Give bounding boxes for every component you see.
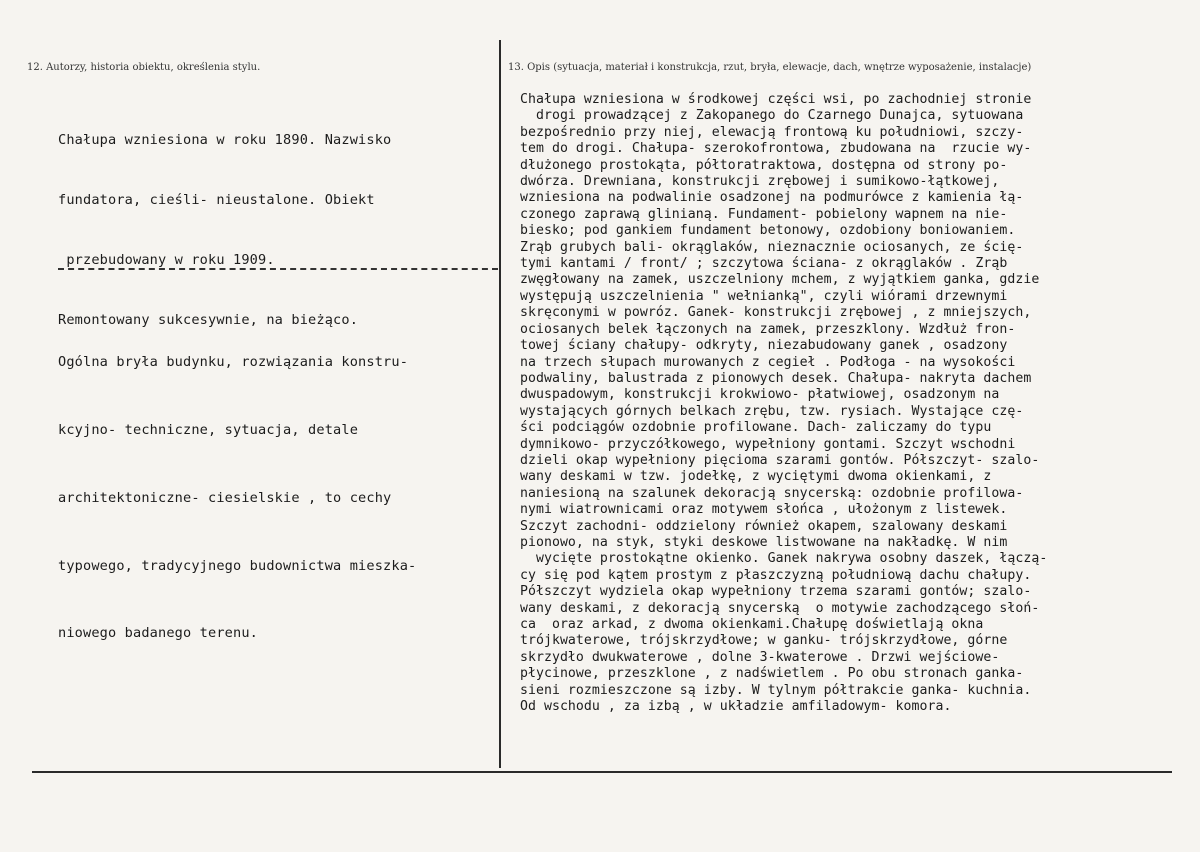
text-line: wystających górnych belkach zrębu, tzw. rysiach. Wystające czę- bbox=[520, 403, 1024, 419]
text-line: towej ściany chałupy- odkryty, niezabudowany ganek , osadzony bbox=[520, 338, 1008, 354]
text-line: przebudowany w roku 1909. bbox=[58, 252, 275, 268]
text-line: dwuspadowym, konstrukcji krokwiowo- płatwiowej, osadzonym na bbox=[520, 387, 1000, 403]
text-line: Od wschodu , za izbą , w układzie amfiladowym- komora. bbox=[520, 699, 952, 715]
bottom-rule bbox=[32, 771, 1172, 773]
style-text bbox=[58, 306, 416, 690]
text-line: sieni rozmieszczone są izby. W tylnym półtrakcie ganka- kuchnia. bbox=[520, 682, 1032, 698]
section-13-heading: 13. Opis (sytuacja, materiał i konstrukcja, rzut, bryła, elewacje, dach, wnętrze wyposażenie, instalacje) bbox=[508, 62, 1032, 73]
text-line: kcyjno- techniczne, sytuacja, detale bbox=[58, 421, 359, 438]
text-line: tymi kantami / front/ ; szczytowa ściana- z okrąglaków . Zrąb bbox=[520, 256, 1008, 272]
text-line: niowego badanego terenu. bbox=[58, 625, 259, 642]
text-line: wany deskami w tzw. jodełkę, z wyciętymi dwoma okienkami, z bbox=[520, 469, 992, 485]
text-line: naniesioną na szalunek dekoracją snycerską: ozdobnie profilowa- bbox=[520, 485, 1024, 501]
section-12-heading: 12. Autorzy, historia obiektu, określenia stylu. bbox=[27, 62, 261, 73]
text-line: Szczyt zachodni- oddzielony również okapem, szalowany deskami bbox=[520, 518, 1008, 534]
text-line: dłużonego prostokąta, półtoratraktowa, dostępna od strony po- bbox=[520, 157, 1008, 173]
text-line: na trzech słupach murowanych z cegieł . Podłoga - na wysokości bbox=[520, 354, 1016, 370]
text-line: trójkwaterowe, trójskrzydłowe; w ganku- trójskrzydłowe, górne bbox=[520, 633, 1008, 649]
text-line: dwórza. Drewniana, konstrukcji zrębowej i sumikowo-łątkowej, bbox=[520, 174, 1000, 190]
text-line: dzieli okap wypełniony pięcioma szarami gontów. Półszczyt- szalo- bbox=[520, 452, 1040, 468]
text-line: fundatora, cieśli- nieustalone. Obiekt bbox=[58, 192, 375, 208]
text-line: Chałupa wzniesiona w środkowej części wsi, po zachodniej stronie bbox=[520, 92, 1032, 107]
text-line: skręconymi w powróz. Ganek- konstrukcji zrębowej , z mniejszych, bbox=[520, 305, 1032, 321]
text-line: występują uszczelnienia " wełnianką", czyli wiórami drzewnymi bbox=[520, 288, 1008, 304]
text-line: typowego, tradycyjnego budownictwa mieszka- bbox=[58, 557, 417, 574]
column-divider bbox=[499, 40, 501, 768]
text-line: drogi prowadzącej z Zakopanego do Czarnego Dunajca, sytuowana bbox=[520, 108, 1024, 124]
text-line: Chałupa wzniesiona w roku 1890. Nazwisko bbox=[58, 132, 392, 148]
text-line: Zrąb grubych bali- okrąglaków, nieznacznie ociosanych, ze ścię- bbox=[520, 239, 1024, 255]
text-line: bezpośrednio przy niej, elewacją frontową ku południowi, szczy- bbox=[520, 124, 1024, 140]
description-text bbox=[520, 92, 1047, 715]
text-line: biesko; pod gankiem fundament betonowy, ozdobiony boniowaniem. bbox=[520, 223, 1016, 239]
text-line: czonego zaprawą glinianą. Fundament- pobielony wapnem na nie- bbox=[520, 206, 1008, 222]
text-line: zwęgłowany na zamek, uszczelniony mchem, z wyjątkiem ganka, gdzie bbox=[520, 272, 1040, 288]
text-line: architektoniczne- ciesielskie , to cechy bbox=[58, 489, 392, 506]
text-line: ociosanych belek łączonych na zamek, przeszklony. Wzdłuż fron- bbox=[520, 321, 1016, 337]
text-line: pionowo, na styk, styki deskowe listwowane na nakładkę. W nim bbox=[520, 534, 1008, 550]
text-line: Półszczyt wydziela okap wypełniony trzema szarami gontów; szalo- bbox=[520, 584, 1032, 600]
text-line: cy się pod kątem prostym z płaszczyzną południową dachu chałupy. bbox=[520, 567, 1032, 583]
text-line: wany deskami, z dekoracją snycerską o motywie zachodzącego słoń- bbox=[520, 600, 1040, 616]
text-line: Remontowany sukcesywnie, na bieżąco. bbox=[58, 312, 359, 328]
text-line: ści podciągów ozdobnie profilowane. Dach- zaliczamy do typu bbox=[520, 420, 992, 436]
text-line: nymi wiatrownicami oraz motywem słońca , ułożonym z listewek. bbox=[520, 502, 1008, 518]
text-line: skrzydło dwukwaterowe , dolne 3-kwaterowe . Drzwi wejściowe- bbox=[520, 649, 1000, 665]
text-line: płycinowe, przeszklone , z nadświetlem . Po obu stronach ganka- bbox=[520, 666, 1024, 682]
text-line: ca oraz arkad, z dwoma okienkami.Chałupę doświetlają okna bbox=[520, 617, 984, 632]
text-line: dymnikowo- przyczółkowego, wypełniony gontami. Szczyt wschodni bbox=[520, 436, 1016, 452]
text-line: wycięte prostokątne okienko. Ganek nakrywa osobny daszek, łączą- bbox=[520, 551, 1048, 567]
text-line: Ogólna bryła budynku, rozwiązania konstru- bbox=[58, 354, 409, 371]
text-line: tem do drogi. Chałupa- szerokofrontowa, zbudowana na rzucie wy- bbox=[520, 141, 1032, 157]
text-line: wzniesiona na podwalinie osadzonej na podmurówce z kamienia łą- bbox=[520, 190, 1024, 206]
text-line: podwaliny, balustrada z pionowych desek. Chałupa- nakryta dachem bbox=[520, 370, 1032, 386]
